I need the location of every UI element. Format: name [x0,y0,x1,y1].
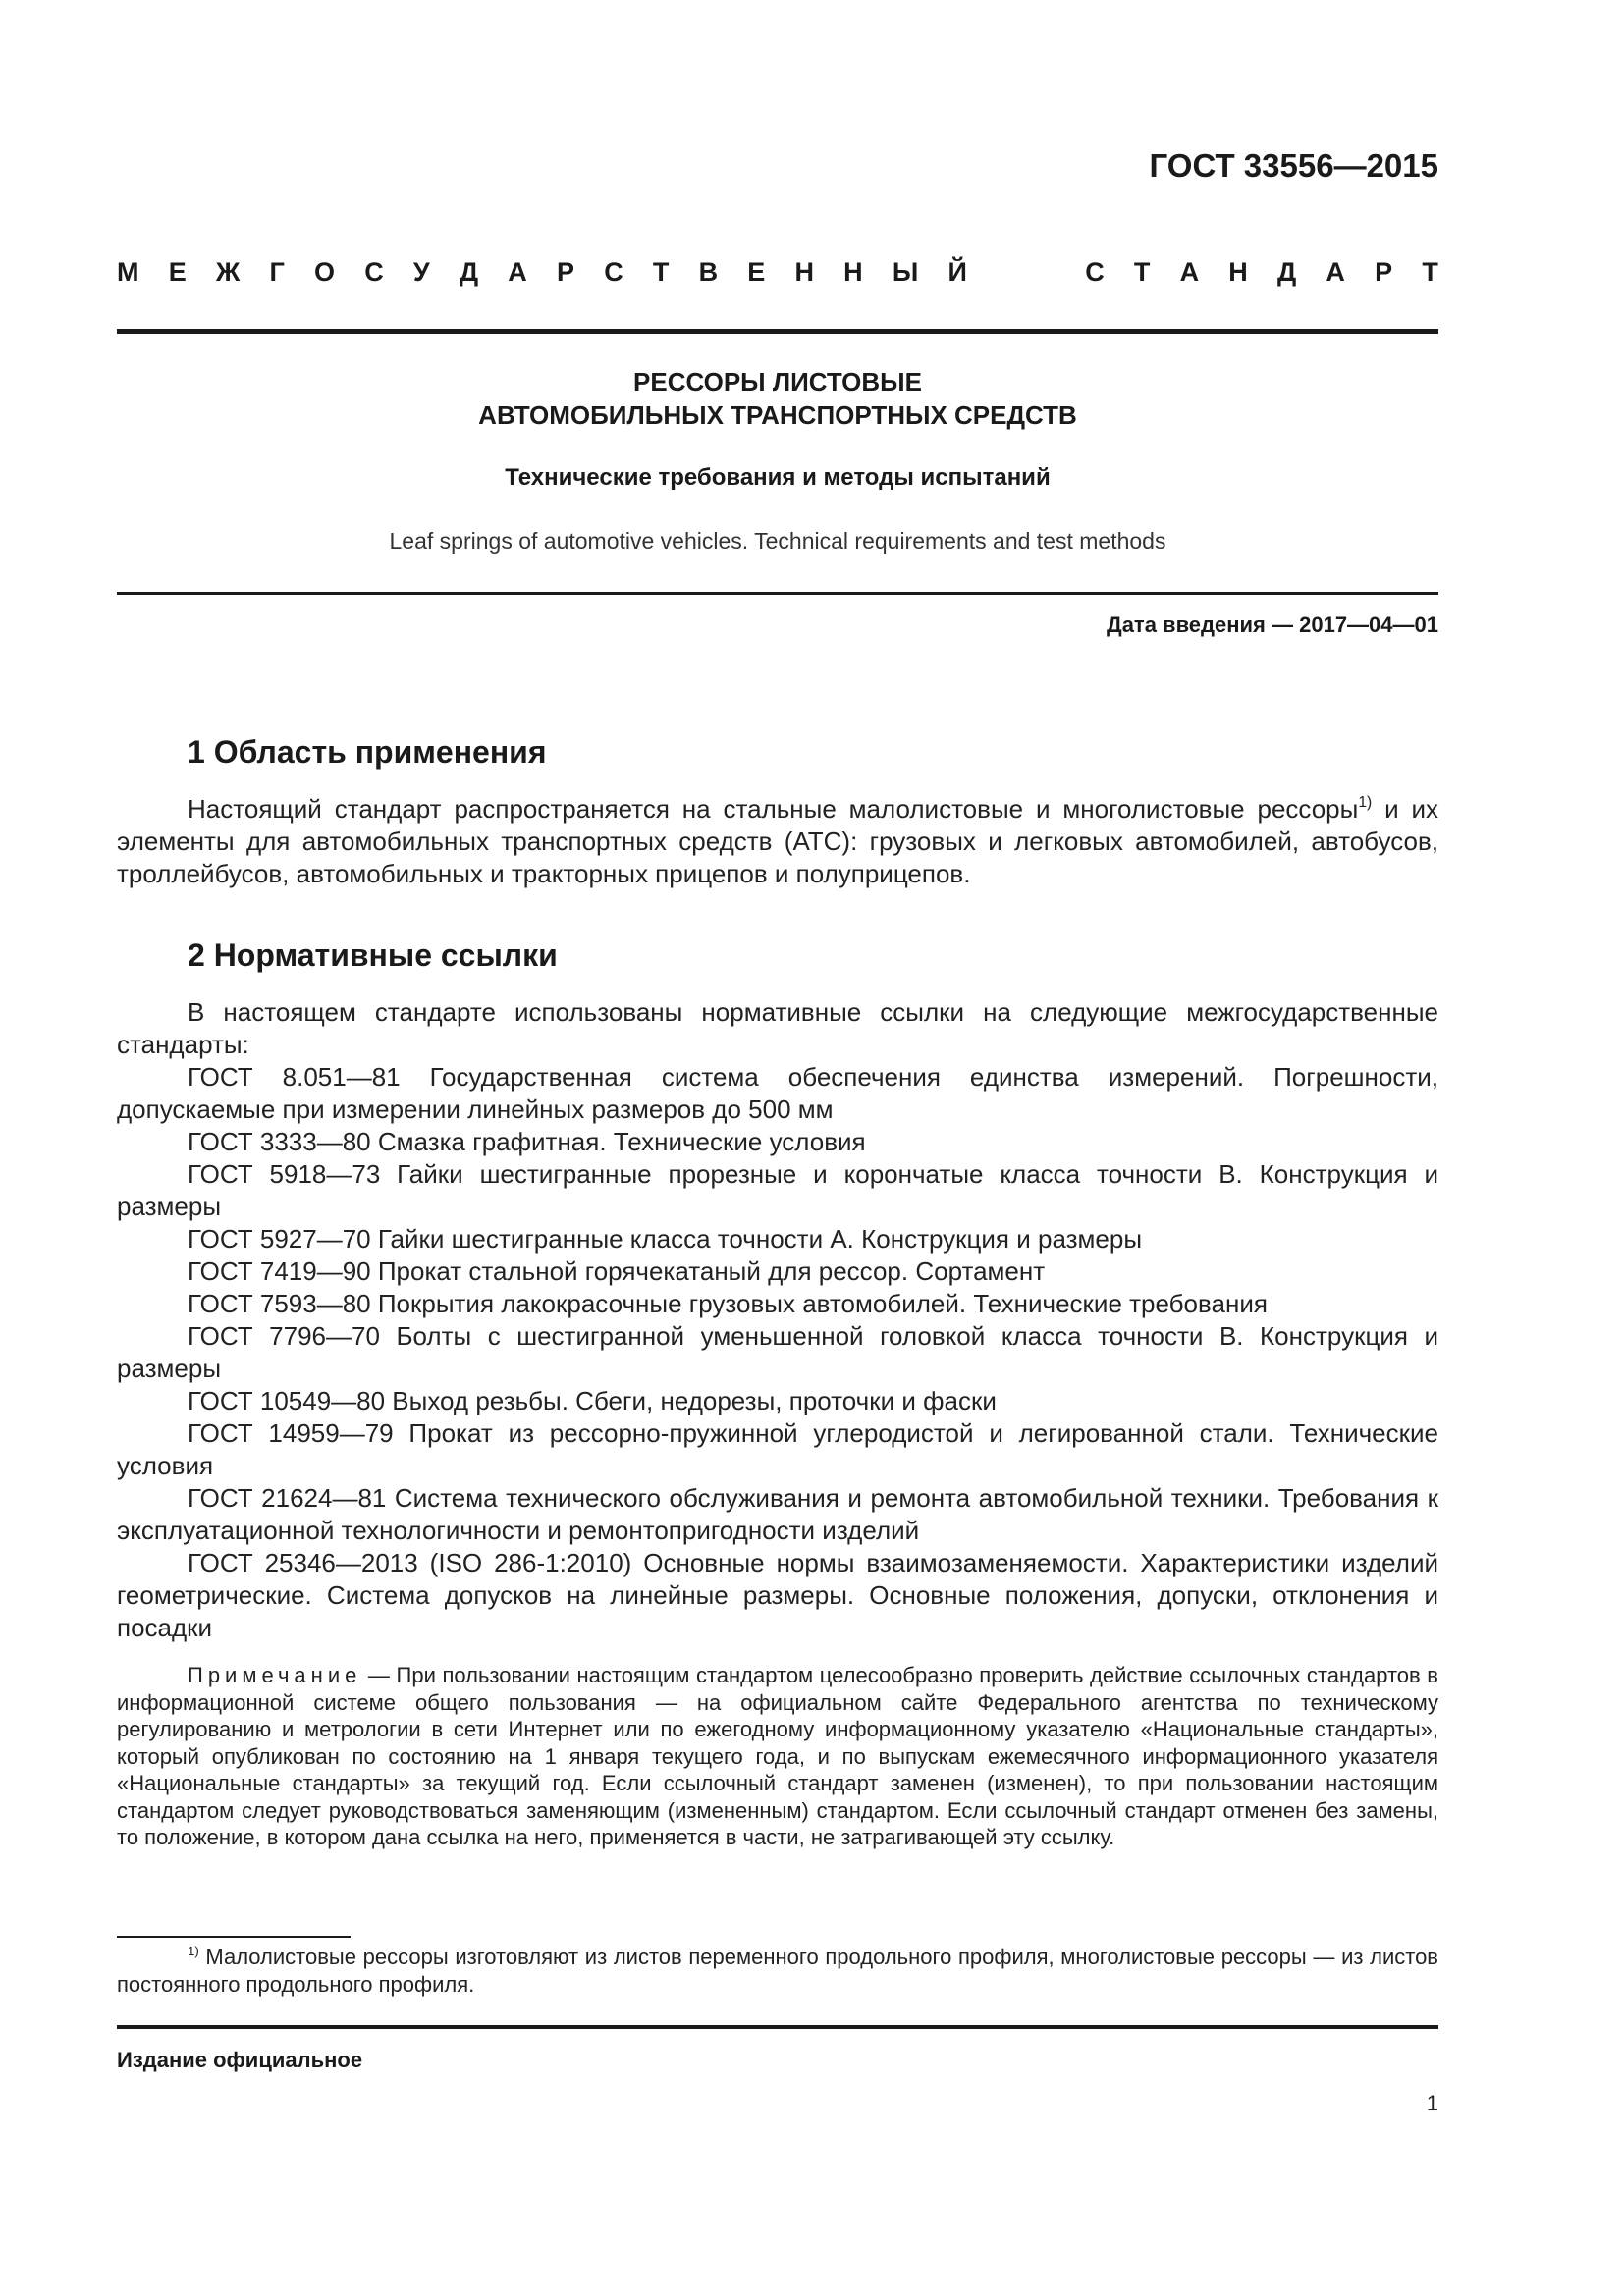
standard-label-letter: Р [556,257,574,287]
reference-item: ГОСТ 14959—79 Прокат из рессорно-пружинной углеродистой и легированной стали. Технические условия [117,1418,1438,1480]
section-1-text-continued: и их элементы для автомобильных транспортных средств (АТС): грузовых и легковых автомобилей, автобусов, троллейбусов, автомобильных и тракторных прицепов и полуприцепов. [117,794,1438,888]
standard-label-letter: А [1179,257,1200,287]
title-line-1: РЕССОРЫ ЛИСТОВЫЕ [633,367,922,397]
standard-label-letter: Ы [892,257,919,287]
standard-label-letter: Т [652,257,670,287]
title-divider [117,592,1438,595]
document-number: ГОСТ 33556—2015 [1149,147,1438,184]
standard-label-letter: Й [947,257,967,287]
reference-item: ГОСТ 10549—80 Выход резьбы. Сбеги, недорезы, проточки и фаски [188,1386,997,1415]
standard-label-letter: М [117,257,139,287]
standard-label-letter: Т [1422,257,1438,287]
edition-label: Издание официальное [117,2048,363,2072]
reference-item: ГОСТ 7593—80 Покрытия лакокрасочные грузовых автомобилей. Технические требования [188,1289,1268,1318]
standard-label-letter: Р [1375,257,1393,287]
section-1-paragraph [117,793,1438,890]
references-list [117,1061,1438,1644]
references-note [117,1662,1438,1851]
document-title [117,365,1438,432]
standard-label-letter: О [313,257,335,287]
standard-label-letter: С [604,257,623,287]
standard-label-letter: Н [794,257,814,287]
footnote-mark: 1) [188,1943,199,1958]
standard-label-letter: А [1326,257,1345,287]
standard-label-letter: Г [269,257,285,287]
standard-label-letter: Е [747,257,766,287]
standard-label-letter: Н [1228,257,1248,287]
footnote [117,1944,1438,1999]
reference-item: ГОСТ 8.051—81 Государственная система обеспечения единства измерений. Погрешности, допускаемые при измерении линейных размеров до 500 мм [117,1062,1438,1124]
title-line-2: АВТОМОБИЛЬНЫХ ТРАНСПОРТНЫХ СРЕДСТВ [478,400,1077,430]
page-number: 1 [1426,2091,1438,2115]
footnote-reference: 1) [1358,794,1373,812]
standard-label-letter: У [412,257,430,287]
standard-label-letter: С [364,257,384,287]
reference-item: ГОСТ 5918—73 Гайки шестигранные прорезные и корончатые класса точности В. Конструкция и размеры [117,1159,1438,1221]
section-2-intro: В настоящем стандарте использованы нормативные ссылки на следующие межгосударственные стандарты: [117,997,1438,1059]
standard-label-letter: Н [843,257,863,287]
reference-item: ГОСТ 5927—70 Гайки шестигранные класса точности А. Конструкция и размеры [188,1224,1143,1254]
standard-label-gap [997,257,1056,288]
standard-label-letter: Е [168,257,187,287]
reference-item: ГОСТ 21624—81 Система технического обслуживания и ремонта автомобильной техники. Требования к эксплуатационной технологичности и ремонтопригодности изделий [117,1483,1438,1545]
note-text: — При пользовании настоящим стандартом целесообразно проверить действие ссылочных стандартов в информационной системе общего пользования — на официальном сайте Федерального агентства по техническому регулированию и метрологии в сети Интернет или по ежегодному информационному указателю «Национальные стандарты», который опубликован по состоянию на 1 января текущего года, и по выпускам ежемесячного информационного указателя «Национальные стандарты» за текущий год. Если ссылочный стандарт заменен (изменен), то при пользовании настоящим стандартом следует руководствоваться заменяющим (измененным) стандартом. Если ссылочный стандарт отменен без замены, то положение, в котором дана ссылка на него, применяется в части, не затрагивающей эту ссылку. [117,1663,1438,1849]
section-2-heading: 2 Нормативные ссылки [188,937,558,973]
introduction-date: Дата введения — 2017—04—01 [1107,613,1438,637]
standard-label-letter: Ж [215,257,241,287]
section-1-text: Настоящий стандарт распространяется на стальные малолистовые и многолистовые рессоры [188,794,1359,824]
standard-label-letter: В [698,257,719,287]
header-divider [117,329,1438,334]
document-subtitle: Технические требования и методы испытаний [505,464,1051,491]
standard-label-letter: Д [459,257,479,287]
standard-label-letter: Т [1133,257,1151,287]
footnote-text: Малолистовые рессоры изготовляют из листов переменного продольного профиля, многолистовые рессоры — из листов постоянного продольного профиля. [117,1945,1438,1997]
standard-label-letter: Д [1276,257,1297,287]
reference-item: ГОСТ 3333—80 Смазка графитная. Технические условия [188,1127,866,1156]
english-title: Leaf springs of automotive vehicles. Technical requirements and test methods [389,528,1166,554]
document-page [117,0,1438,2296]
section-1-heading: 1 Область применения [188,734,547,770]
standard-label-letter: С [1085,257,1105,287]
reference-item: ГОСТ 7419—90 Прокат стальной горячекатаный для рессор. Сортамент [188,1256,1046,1286]
reference-item: ГОСТ 25346—2013 (ISO 286-1:2010) Основные нормы взаимозаменяемости. Характеристики изделий геометрические. Система допусков на линейные размеры. Основные положения, допуски, отклонения и посадки [117,1548,1438,1642]
standard-label-letter: А [508,257,527,287]
reference-item: ГОСТ 7796—70 Болты с шестигранной уменьшенной головкой класса точности В. Конструкция и размеры [117,1321,1438,1383]
footer-divider [117,2025,1438,2029]
note-label: Примечание [188,1663,362,1687]
footnote-divider [117,1936,351,1938]
standard-type-label [117,257,1438,288]
